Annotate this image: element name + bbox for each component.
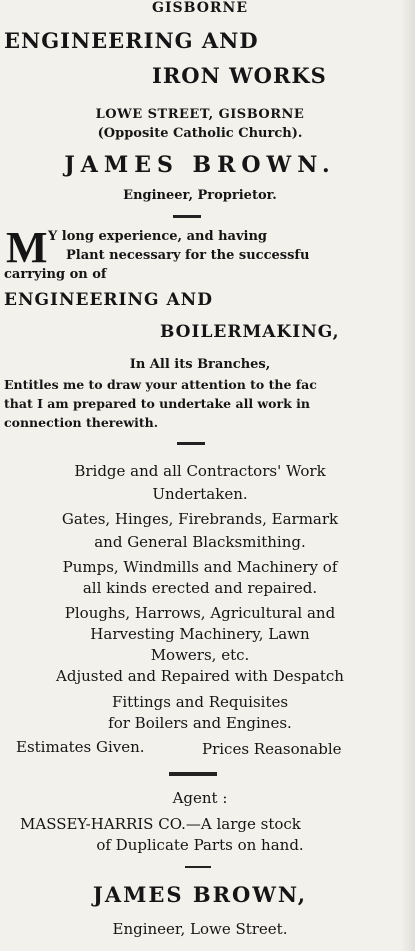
- town-heading: GISBORNE: [151, 0, 248, 16]
- intro-line-1: Y long experience, and having: [48, 229, 268, 244]
- trade-text-3: connection therewith.: [4, 415, 159, 430]
- service-line: Adjusted and Repaired with Despatch: [56, 667, 344, 685]
- page-edge-shadow: [401, 0, 415, 951]
- ornament-rule-2: [177, 442, 205, 445]
- service-line: Bridge and all Contractors' Work: [74, 462, 326, 480]
- proprietor-name: JAMES BROWN.: [64, 152, 336, 178]
- ornament-rule-4: [185, 866, 211, 868]
- proprietor-role: Engineer, Proprietor.: [123, 188, 277, 203]
- service-line: Harvesting Machinery, Lawn: [90, 625, 310, 643]
- address-note: (Opposite Catholic Church).: [97, 126, 303, 141]
- ornament-rule-3: [169, 772, 217, 776]
- branches-line: In All its Branches,: [129, 357, 271, 372]
- dropcap: M: [6, 223, 48, 272]
- service-line: for Boilers and Engines.: [108, 714, 292, 732]
- agent-line-1: MASSEY-HARRIS CO.—A large stock: [20, 815, 301, 833]
- trade-text-1: Entitles me to draw your attention to the fac: [4, 377, 317, 392]
- service-line: Ploughs, Harrows, Agricultural and: [64, 604, 336, 622]
- ornament-rule-1: [173, 215, 201, 218]
- service-line: all kinds erected and repaired.: [82, 579, 318, 597]
- trade-line-1: ENGINEERING AND: [4, 290, 213, 310]
- service-line: Mowers, etc.: [150, 646, 250, 664]
- title-line-1: ENGINEERING AND: [4, 28, 259, 53]
- service-line: Pumps, Windmills and Machinery of: [62, 558, 338, 576]
- agent-line-2: of Duplicate Parts on hand.: [96, 836, 304, 854]
- estimates-text: Estimates Given.: [16, 738, 145, 756]
- agent-heading: Agent :: [172, 789, 228, 807]
- service-line: and General Blacksmithing.: [94, 533, 306, 551]
- trade-text-2: that I am prepared to undertake all work in: [4, 396, 310, 411]
- service-line: Gates, Hinges, Firebrands, Earmark: [61, 510, 339, 528]
- prices-text: Prices Reasonable: [202, 740, 342, 758]
- title-line-2: IRON WORKS: [152, 63, 327, 88]
- service-line: Fittings and Requisites: [111, 693, 289, 711]
- footer-address: Engineer, Lowe Street.: [112, 920, 288, 938]
- address-line: LOWE STREET, GISBORNE: [95, 107, 305, 122]
- trade-line-2: BOILERMAKING,: [160, 322, 340, 342]
- footer-name: JAMES BROWN,: [92, 882, 308, 907]
- service-line: Undertaken.: [152, 485, 248, 503]
- intro-line-2: Plant necessary for the successfu: [66, 248, 310, 263]
- intro-line-3: carrying on of: [4, 267, 107, 282]
